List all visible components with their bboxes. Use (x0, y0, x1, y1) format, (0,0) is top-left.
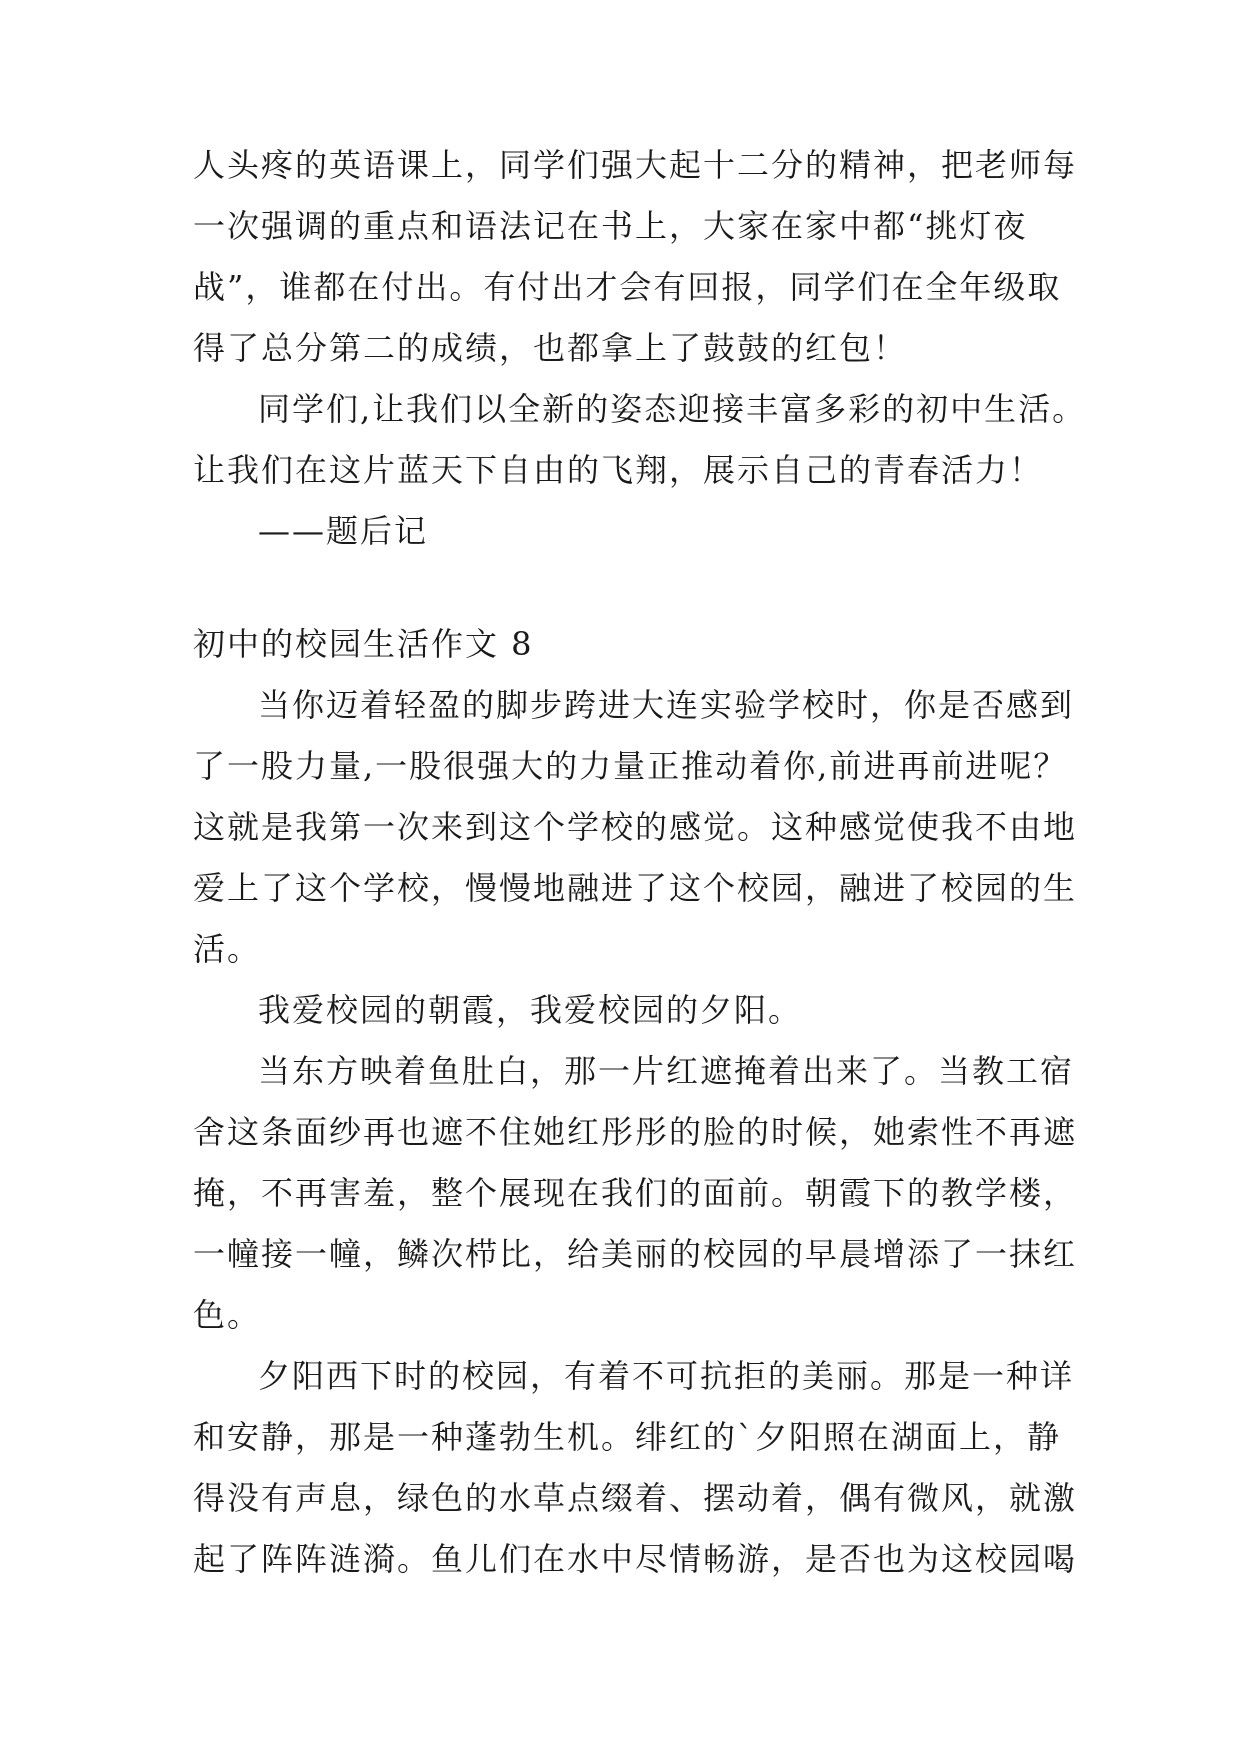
text-line: 这就是我第一次来到这个学校的感觉。这种感觉使我不由地 (193, 808, 1078, 846)
text-line: 让我们在这片蓝天下自由的飞翔，展示自己的青春活力！ (193, 451, 1044, 489)
text-line: 战”，谁都在付出。有付出才会有回报，同学们在全年级取 (193, 268, 1062, 306)
text-line: 和安静，那是一种蓬勃生机。绯红的`夕阳照在湖面上，静 (193, 1418, 1062, 1456)
signature-line: ——题后记 (258, 512, 429, 550)
text-line: 活。 (193, 930, 262, 968)
text-line: 了一股力量,一股很强大的力量正推动着你,前进再前进呢？ (193, 747, 1068, 785)
text-line: 色。 (193, 1296, 262, 1334)
text-line: 掩，不再害羞，整个展现在我们的面前。朝霞下的教学楼， (193, 1174, 1078, 1212)
text-line: 一次强调的重点和语法记在书上，大家在家中都“挑灯夜 (193, 207, 1028, 245)
paragraph-first-line: 夕阳西下时的校园，有着不可抗拒的美丽。那是一种详 (258, 1357, 1075, 1395)
text-line: 一幢接一幢，鳞次栉比，给美丽的校园的早晨增添了一抹红 (193, 1235, 1078, 1273)
paragraph-first-line: 当你迈着轻盈的脚步跨进大连实验学校时，你是否感到 (258, 686, 1075, 724)
paragraph-first-line: 同学们,让我们以全新的姿态迎接丰富多彩的初中生活。 (258, 390, 1087, 428)
text-line: 得没有声息，绿色的水草点缀着、摆动着，偶有微风，就激 (193, 1479, 1078, 1517)
text-line: 得了总分第二的成绩，也都拿上了鼓鼓的红包！ (193, 329, 908, 367)
text-line: 爱上了这个学校，慢慢地融进了这个校园，融进了校园的生 (193, 869, 1078, 907)
paragraph-first-line: 当东方映着鱼肚白，那一片红遮掩着出来了。当教工宿 (258, 1052, 1075, 1090)
paragraph-first-line: 我爱校园的朝霞，我爱校园的夕阳。 (258, 991, 803, 1029)
section-title: 初中的校园生活作文 8 (193, 625, 534, 663)
text-line: 起了阵阵涟漪。鱼儿们在水中尽情畅游，是否也为这校园喝 (193, 1540, 1078, 1578)
text-line: 舍这条面纱再也遮不住她红彤彤的脸的时候，她索性不再遮 (193, 1113, 1078, 1151)
text-line: 人头疼的英语课上，同学们强大起十二分的精神，把老师每 (193, 146, 1078, 184)
